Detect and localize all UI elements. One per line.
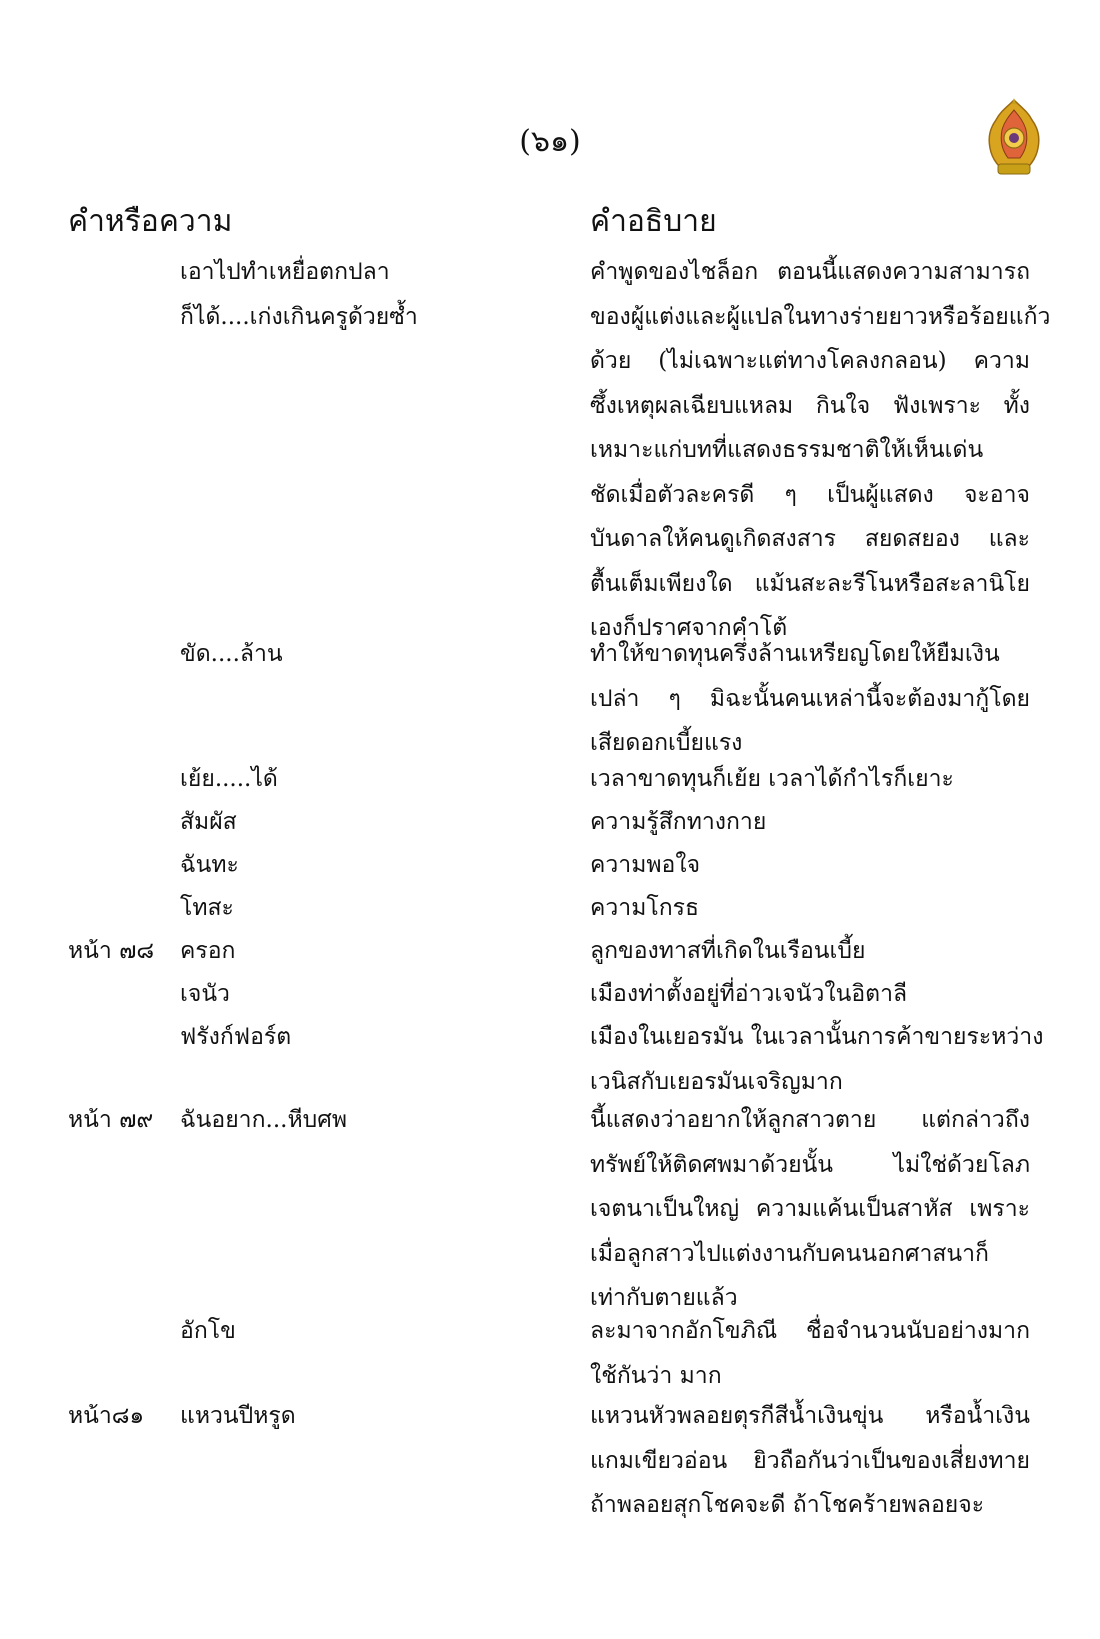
entry-term	[180, 886, 570, 931]
entry-term	[180, 843, 570, 888]
entry-explanation	[590, 800, 1030, 845]
entry-term	[180, 972, 570, 1017]
explanation-line: เมื่อลูกสาวไปแต่งงานกับคนนอกศาสนาก็	[590, 1240, 989, 1267]
explanation-line: บันดาลให้คนดูเกิดสงสาร สยดสยอง และ	[590, 526, 1030, 552]
explanation-line: ความรู้สึกทางกาย	[590, 809, 767, 835]
term-line: อักโข	[180, 1318, 236, 1344]
explanation-line: เหมาะแก่บทที่แสดงธรรมชาติให้เห็นเด่น	[590, 437, 984, 463]
explanation-line: เมืองในเยอรมัน ในเวลานั้นการค้าขายระหว่าง	[590, 1024, 1044, 1050]
entry-term	[180, 1015, 570, 1060]
explanation-line: เมืองท่าตั้งอยู่ที่อ่าวเจนัวในอิตาลี	[590, 981, 908, 1007]
entry-term	[180, 757, 570, 802]
entry-term	[180, 929, 570, 974]
term-line: เอาไปทำเหยื่อตกปลา	[180, 259, 390, 285]
entry-term	[180, 632, 570, 677]
explanation-line: เองก็ปราศจากคำโต้	[590, 615, 788, 641]
explanation-line: เปล่า ๆ มิฉะนั้นคนเหล่านี้จะต้องมากู้โดย	[590, 685, 1030, 712]
explanation-line: แกมเขียวอ่อน ยิวถือกันว่าเป็นของเสี่ยงทาย	[590, 1447, 1030, 1474]
explanation-line: ซึ้งเหตุผลเฉียบแหลม กินใจ ฟังเพราะ ทั้ง	[590, 392, 1030, 419]
explanation-line: ความพอใจ	[590, 852, 701, 878]
entry-term	[180, 1309, 570, 1354]
explanation-line: เท่ากับตายแล้ว	[590, 1285, 738, 1311]
page-number: (๖๑)	[519, 124, 581, 159]
term-line: เจนัว	[180, 981, 230, 1007]
explanation-line: แหวนหัวพลอยตุรกีสีน้ำเงินขุ่น หรือน้ำเงิน	[590, 1403, 1030, 1429]
entry-explanation	[590, 1394, 1030, 1528]
explanation-line: ด้วย (ไม่เฉพาะแต่ทางโคลงกลอน) ความ	[590, 348, 1030, 374]
entry-explanation	[590, 632, 1030, 766]
entry-explanation	[590, 250, 1051, 651]
term-column-header: คำหรือความ	[68, 204, 233, 239]
explanation-line: ของผู้แต่งและผู้แปลในทางร่ายยาวหรือร้อยแก้ว	[590, 303, 1051, 330]
term-line: ฉันอยาก...หีบศพ	[180, 1107, 347, 1133]
term-line: ก็ได้....เก่งเกินครูด้วยซ้ำ	[180, 303, 418, 330]
entry-explanation	[590, 972, 1030, 1017]
term-line: ฟรังก์ฟอร์ต	[180, 1024, 292, 1050]
entry-explanation	[590, 843, 1030, 888]
explanation-line: ทรัพย์ให้ติดศพมาด้วยนั้น ไม่ใช่ด้วยโลภ	[590, 1151, 1030, 1178]
entry-term	[180, 250, 570, 339]
explanation-line: คำพูดของไชล็อก ตอนนี้แสดงความสามารถ	[590, 259, 1030, 285]
entry-explanation	[590, 929, 1030, 974]
explanation-column-header: คำอธิบาย	[590, 204, 717, 239]
entry-explanation	[590, 1098, 1030, 1321]
explanation-line: ความโกรธ	[590, 895, 700, 921]
explanation-line: ทำให้ขาดทุนครึ่งล้านเหรียญโดยให้ยืมเงิน	[590, 641, 1000, 667]
term-line: ฉันทะ	[180, 852, 239, 878]
entry-explanation	[590, 1015, 1044, 1104]
term-line: โทสะ	[180, 895, 234, 921]
explanation-line: เวนิสกับเยอรมันเจริญมาก	[590, 1068, 843, 1095]
entry-page-ref: หน้า ๗๘	[68, 938, 155, 964]
term-line: ขัด....ล้าน	[180, 641, 283, 667]
explanation-line: ใช้กันว่า มาก	[590, 1362, 722, 1389]
entry-explanation	[590, 886, 1030, 931]
explanation-line: ชัดเมื่อตัวละครดี ๆ เป็นผู้แสดง จะอาจ	[590, 481, 1030, 508]
entry-explanation	[590, 1309, 1030, 1398]
explanation-line: ตื้นเต็มเพียงใด แม้นสะละรีโนหรือสะลานิโย	[590, 570, 1030, 597]
term-line: สัมผัส	[180, 809, 237, 835]
entry-explanation	[590, 757, 1030, 802]
entry-term	[180, 1098, 570, 1143]
explanation-line: เจตนาเป็นใหญ่ ความแค้นเป็นสาหัส เพราะ	[590, 1196, 1030, 1222]
explanation-line: ถ้าพลอยสุกโชคจะดี ถ้าโชคร้ายพลอยจะ	[590, 1492, 985, 1518]
explanation-line: เวลาขาดทุนก็เย้ย เวลาได้กำไรก็เยาะ	[590, 766, 954, 792]
explanation-line: ละมาจากอักโขภิณี ชื่อจำนวนนับอย่างมาก	[590, 1318, 1030, 1344]
term-line: เย้ย.....ได้	[180, 766, 278, 792]
explanation-line: นี้แสดงว่าอยากให้ลูกสาวตาย แต่กล่าวถึง	[590, 1107, 1030, 1133]
entry-term	[180, 1394, 570, 1439]
explanation-line: เสียดอกเบี้ยแรง	[590, 730, 743, 756]
entry-page-ref: หน้า ๗๙	[68, 1107, 154, 1133]
explanation-line: ลูกของทาสที่เกิดในเรือนเบี้ย	[590, 938, 866, 964]
term-line: ครอก	[180, 938, 236, 964]
entry-term	[180, 800, 570, 845]
entry-page-ref: หน้า๘๑	[68, 1403, 145, 1429]
term-line: แหวนปีหรูด	[180, 1403, 296, 1429]
